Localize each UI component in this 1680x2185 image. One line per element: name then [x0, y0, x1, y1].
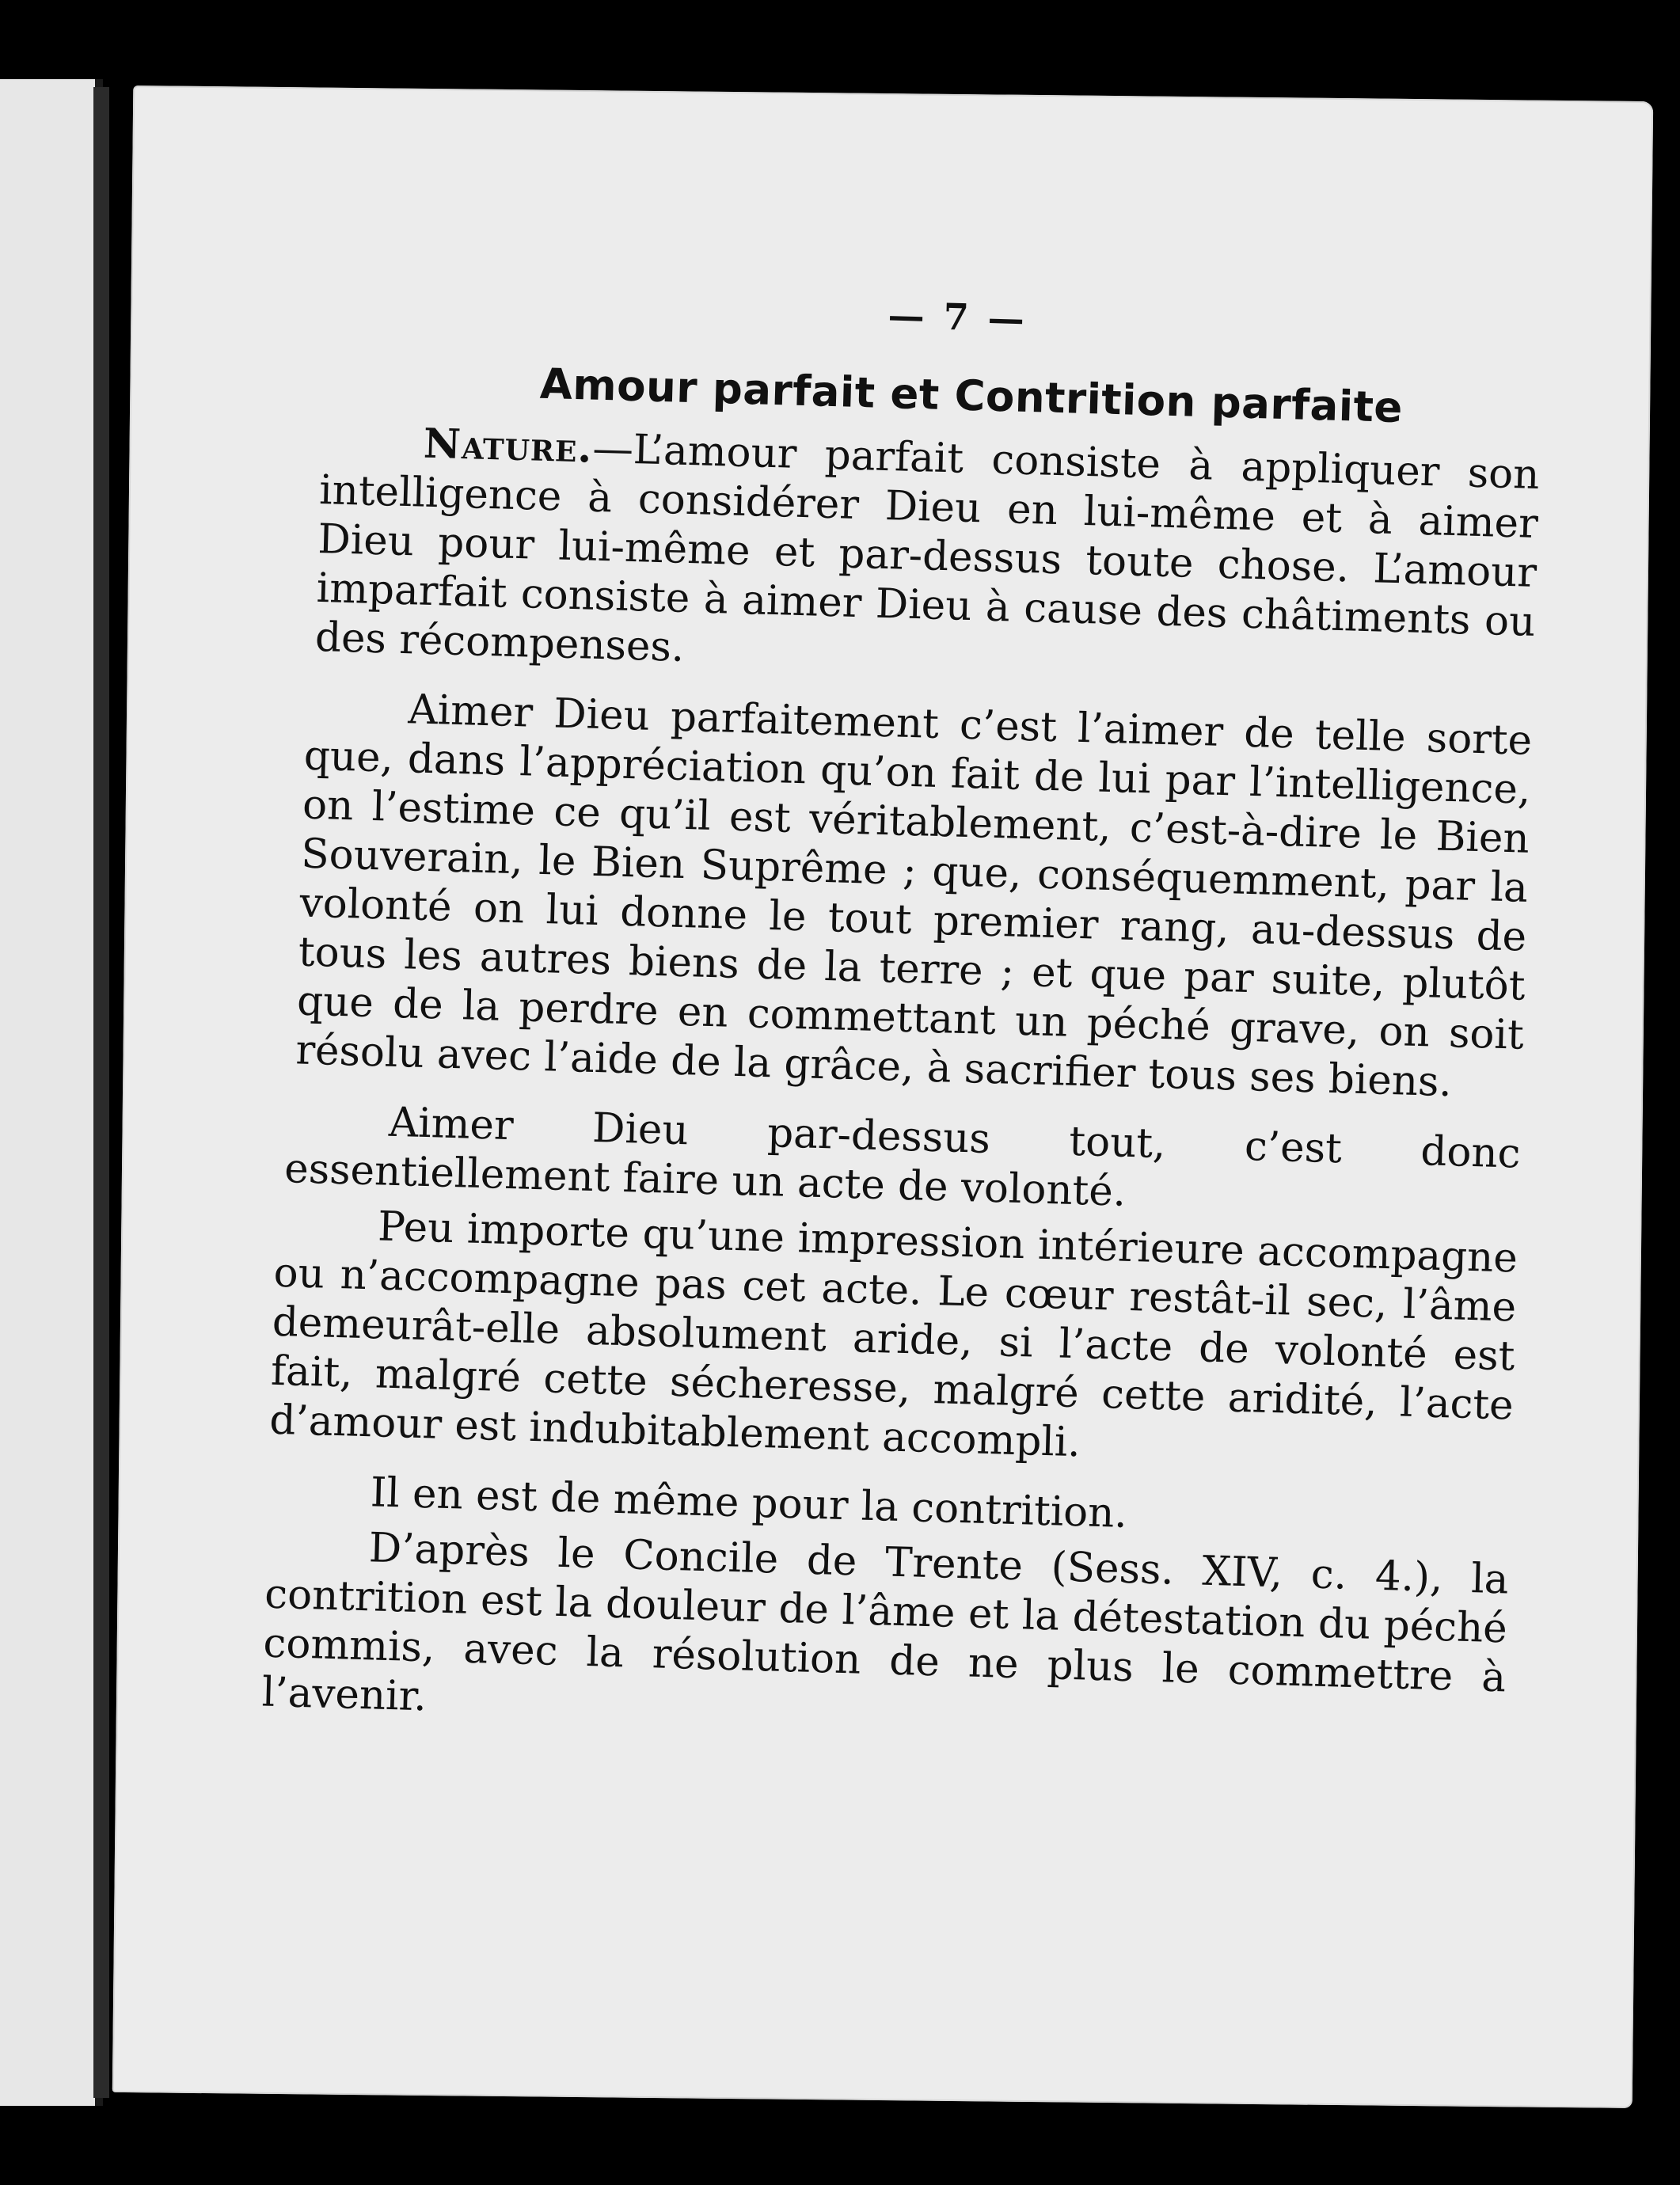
- book-page: [112, 86, 1653, 2108]
- paragraph-nature: [314, 416, 1540, 696]
- book-gutter-shadow: [93, 87, 109, 2098]
- paragraph-acte-de-volonte: Aimer Dieu par-dessus tout, c’est donc essentiellement faire un acte de volonté.: [283, 1098, 1522, 1216]
- page-number: — 7 —: [887, 293, 1028, 340]
- facing-page-edge: [0, 79, 103, 2106]
- page-content: [260, 277, 1544, 1772]
- page-heading: Amour parfait et Contrition parfaite: [539, 359, 1404, 433]
- paragraph-concile-de-trente: D’après le Concile de Trente (Sess. XIV, c. 4.), la contrition est la douleur de l’âme et la détestation du péché commis, avec la résolution de ne plus le commettre à l’avenir.: [261, 1524, 1510, 1721]
- paragraph-contrition: Il en est de même pour la contrition.: [370, 1469, 1128, 1537]
- paragraph-lead: Nature.: [423, 420, 594, 473]
- paragraph-text: —L’amour parfait consiste à appliquer son intelligence à considérer Dieu en lui-même et à aimer Dieu pour lui-même et par-dessus toute chose. L’amour imparfait consiste à aimer Dieu à cause des châtiments ou des récompenses.: [314, 424, 1541, 671]
- paragraph-aimer-parfaitement: Aimer Dieu parfaitement c’est l’aimer de telle sorte que, dans l’appréciation qu’on fait de lui par l’intelligence, on l’estime ce qu’il est véritablement, c’est-à-dire le Bien Souverain, le Bien Suprême ; que, conséquemment, par la volonté on lui donne le tout premier rang, au-dessus de tous les autres biens de la terre ; et que par suite, plutôt que de la perdre en commettant un péché grave, on soit résolu avec l’aide de la grâce, à sacrifier tous ses biens.: [295, 686, 1533, 1107]
- paragraph-peu-importe: Peu importe qu’une impression intérieure accompagne ou n’accompagne pas cet acte. Le cœur restât-il sec, l’âme demeurât-elle absolument aride, si l’acte de volonté est fait, malgré cette sécheresse, malgré cette aridité, l’acte d’amour est indubitablement accompli.: [268, 1203, 1518, 1467]
